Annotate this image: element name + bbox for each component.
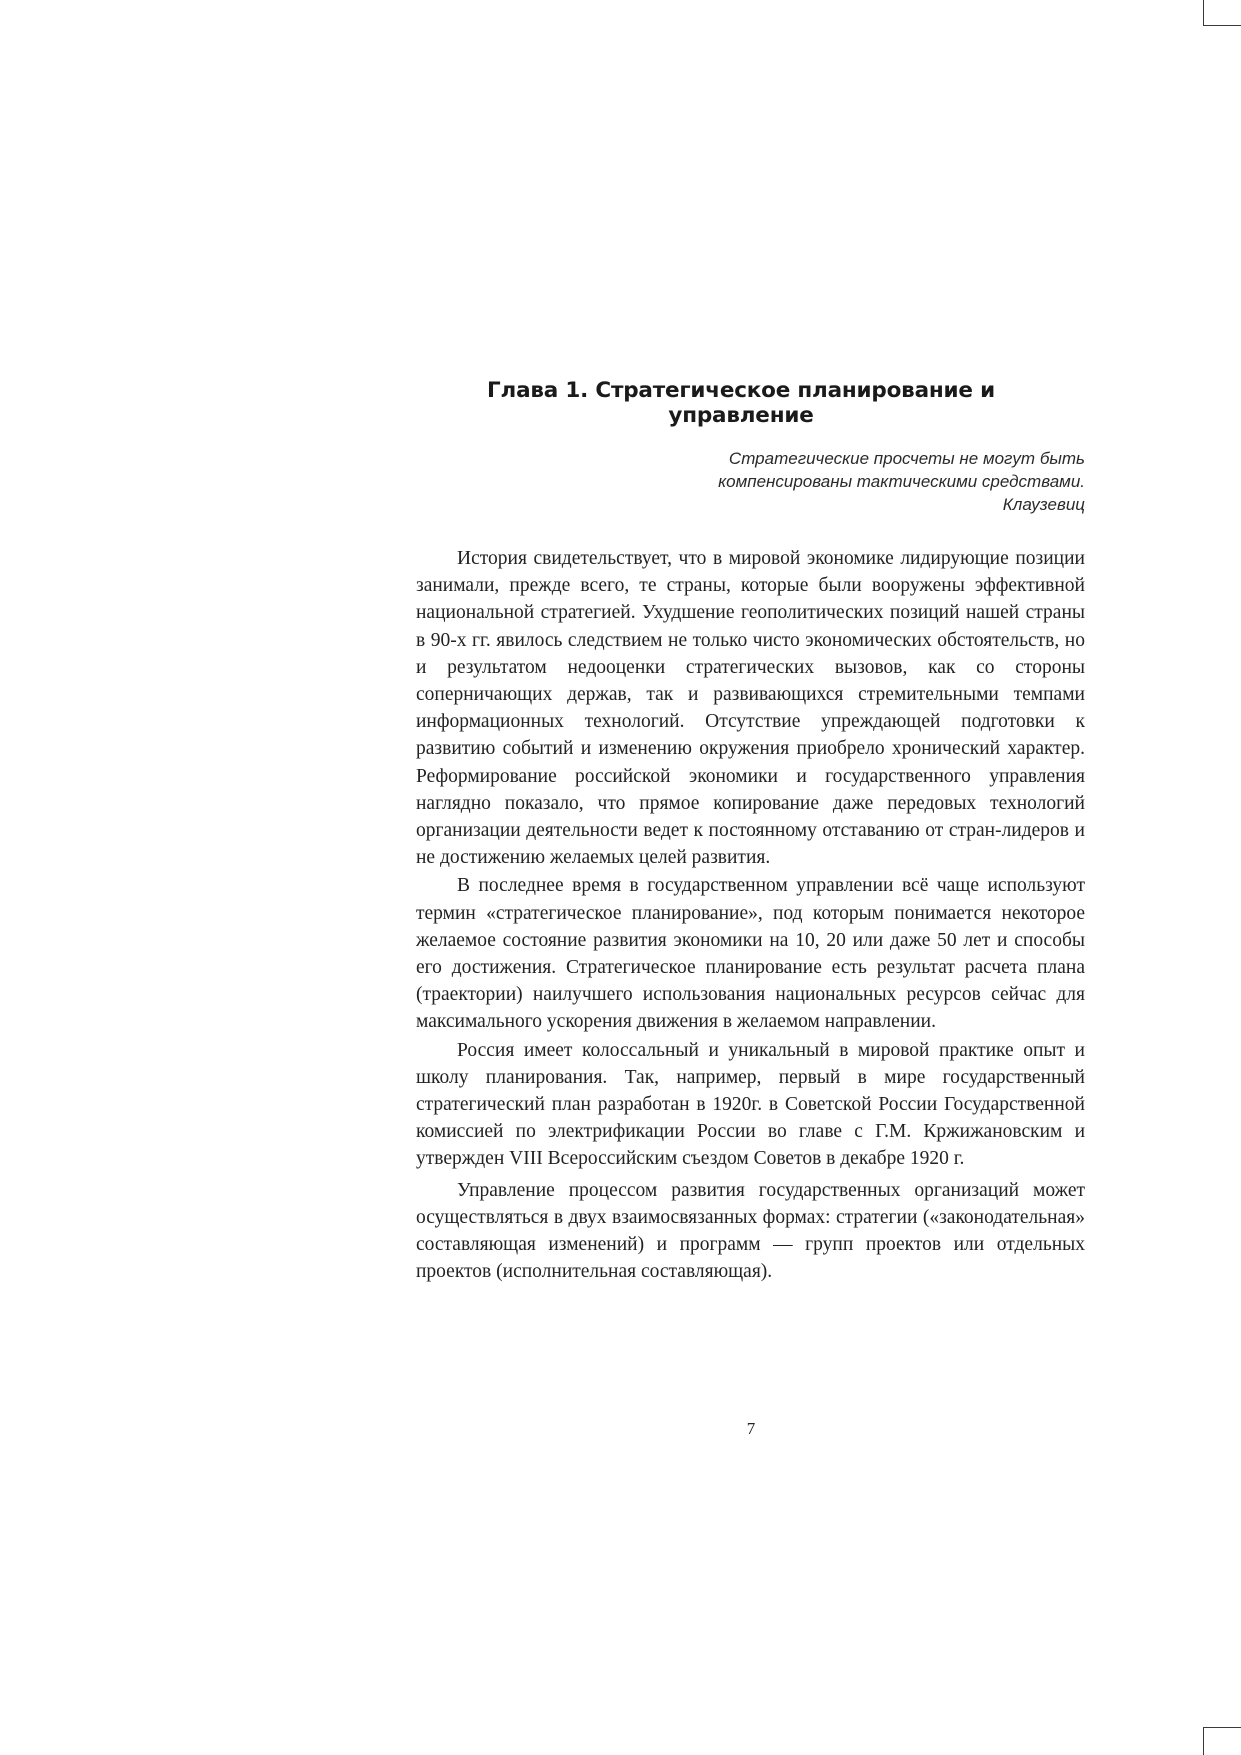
- body-text: [416, 545, 1085, 1285]
- paragraph-3: Россия имеет колоссальный и уникальный в мировой практике опыт и школу планирования. Так, например, первый в мире государственный стратегический план разработан в 1920г. в Советской России Государственной комиссией по электрификации России во главе с Г.М. Кржижановским и утвержден VIII Всероссийским съездом Советов в декабре 1920 г.: [416, 1039, 1085, 1170]
- paragraph-2: В последнее время в государственном управлении всё чаще используют термин «стратегическое планирование», под которым понимается некоторое желаемое состояние развития экономики на 10, 20 или даже 50 лет и способы его достижения. Стратегическое планирование есть результат расчета плана (траектории) наилучшего использования национальных ресурсов сейчас для максимального ускорения движения в желаемом направлении.: [416, 875, 1085, 1033]
- epigraph-author: Клаузевиц: [1002, 495, 1085, 514]
- chapter-title: Глава 1. Стратегическое планирование и управление: [487, 378, 995, 428]
- crop-mark-bottom-right-horizontal: [1203, 1727, 1241, 1728]
- page-number: 7: [746, 1419, 756, 1438]
- epigraph-line-1: Стратегические просчеты не могут быть: [728, 449, 1085, 468]
- paragraph-4: Управление процессом развития государственных организаций может осуществляться в двух взаимосвязанных формах: стратегии («законодательная» составляющая изменений) и программ — групп проектов или отдельных проектов (исполнительная составляющая).: [416, 1179, 1085, 1283]
- paragraph-1: История свидетельствует, что в мировой экономике лидирующие позиции занимали, прежде всего, те страны, которые были вооружены эффективной национальной стратегией. Ухудшение геополитических позиций нашей страны в 90-х гг. явилось следствием не только чисто экономических обстоятельств, но и результатом недооценки стратегических вызовов, как со стороны соперничающих держав, так и развивающихся стремительными темпами информационных технологий. Отсутствие упреждающей подготовки к развитию событий и изменению окружения приобрело хронический характер. Реформирование российской экономики и государственного управления наглядно показало, что прямое копирование даже передовых технологий организации деятельности ведет к постоянному отставанию от стран-лидеров и не достижению желаемых целей развития.: [416, 548, 1085, 869]
- crop-mark-top-right-horizontal: [1203, 25, 1241, 26]
- crop-mark-bottom-right-vertical: [1203, 1727, 1204, 1755]
- epigraph: [620, 447, 1085, 516]
- epigraph-line-2: компенсированы тактическими средствами.: [718, 472, 1085, 491]
- crop-mark-top-right-vertical: [1203, 0, 1204, 26]
